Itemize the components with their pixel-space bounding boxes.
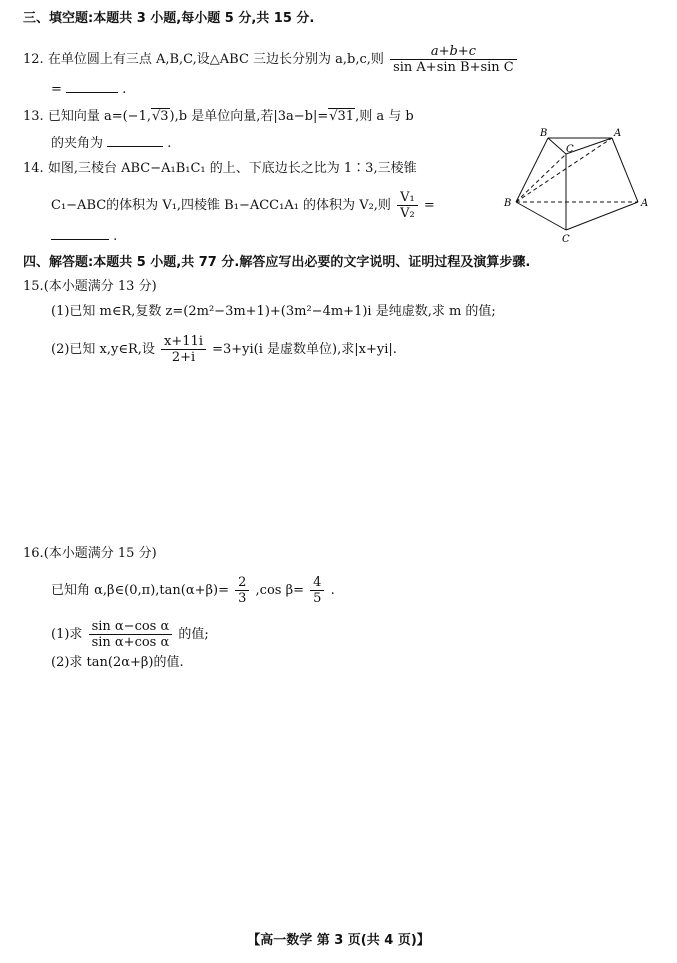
question-12-number: 12. [23,52,44,67]
question-13-text-e: ,则 a 与 b [355,109,414,124]
section-4-title: 四、解答题:本题共 5 小题,共 77 分.解答应写出必要的文字说明、证明过程及演算步骤. [23,255,531,270]
question-16-given-text-b: ,cos β= [255,583,304,598]
question-12-answer-line [51,80,126,99]
frustum-figure [500,126,652,244]
question-12-text: 在单位圆上有三点 A,B,C,设△ABC 三边长分别为 a,b,c,则 [47,52,384,67]
question-16-given-period: . [330,583,335,598]
question-13 [23,108,414,126]
label-a: A [641,198,649,209]
question-14-equals: = [423,198,435,213]
question-14-text-1: 如图,三棱台 ABC−A₁B₁C₁ 的上、下底边长之比为 1∶3,三棱锥 [47,161,417,176]
question-14-fraction [397,190,418,221]
question-13-period: . [167,136,172,151]
question-16-score: (本小题满分 15 分) [43,546,157,561]
question-16-given [51,575,335,606]
question-12-period: . [122,82,127,97]
question-15-score: (本小题满分 13 分) [43,279,157,294]
question-14-period: . [113,229,118,244]
section-3-title: 三、填空题:本题共 3 小题,每小题 5 分,共 15 分. [23,11,315,26]
question-14-blank[interactable] [51,227,109,240]
question-15-part2 [51,334,397,365]
question-12-fraction-denominator: sin A+sin B+sin C [393,60,514,75]
question-15-fraction [161,334,206,365]
sqrt-3: √3 [151,109,169,124]
label-a1: A [614,128,622,139]
label-c: C [562,234,570,244]
question-14-line3 [51,227,117,246]
question-14-text-2: C₁−ABC的体积为 V₁,四棱锥 B₁−ACC₁A₁ 的体积为 V₂,则 [51,198,391,213]
question-15-fraction-denominator: 2+i [171,350,196,365]
sqrt-31: √31 [329,109,355,124]
question-15-part1: (1)已知 m∈R,复数 z=(2m²−3m+1)+(3m²−4m+1)i 是纯虚数,求 m 的值; [51,304,496,319]
question-16-header [23,545,157,563]
question-13-blank[interactable] [107,134,163,147]
question-16-fraction-1 [235,575,249,606]
question-12 [23,44,519,75]
question-16-part1 [51,619,209,650]
question-16-part2: (2)求 tan(2α+β)的值. [51,655,184,670]
question-16-fraction-2-numerator: 4 [310,575,324,591]
question-16-part1-text-a: (1)求 [51,627,83,642]
question-16-part1-fraction-denominator: sin α+cos α [91,635,170,650]
question-13-line2 [51,134,171,153]
question-13-text-a: 已知向量 [47,109,104,124]
question-16-part1-fraction-numerator: sin α−cos α [89,619,173,635]
question-13-text-b: a=(−1, [103,109,151,124]
question-15-header [23,278,157,296]
question-13-number: 13. [23,109,44,124]
question-15-fraction-numerator: x+11i [161,334,206,350]
question-14-number: 14. [23,161,44,176]
question-14-fraction-denominator: V₂ [400,206,415,221]
question-16-number: 16. [23,546,44,561]
question-13-angle-text: 的夹角为 [51,136,104,151]
question-16-part1-fraction [89,619,173,650]
question-16-given-text-a: 已知角 α,β∈(0,π),tan(α+β)= [51,583,229,598]
question-14-fraction-numerator: V₁ [397,190,418,206]
question-16-fraction-2 [310,575,324,606]
question-16-fraction-1-numerator: 2 [235,575,249,591]
question-13-text-d: b 是单位向量,若|3a−b|= [178,109,329,124]
question-15-number: 15. [23,279,44,294]
question-12-blank[interactable] [66,80,118,93]
question-14-line1 [23,160,417,178]
question-12-fraction [390,44,517,75]
question-16-part1-text-b: 的值; [178,627,209,642]
label-c1: C [566,144,574,155]
question-14-line2 [51,190,435,221]
question-15-part2-text-a: (2)已知 x,y∈R,设 [51,342,155,357]
label-b1: B [540,128,548,139]
page-footer: 【高一数学 第 3 页(共 4 页)】 [247,933,430,948]
label-b: B [504,198,512,209]
question-12-fraction-numerator: a+b+c [390,44,517,60]
question-13-text-c: ), [169,109,179,124]
question-15-part2-text-b: =3+yi(i 是虚数单位),求|x+yi|. [212,342,397,357]
question-16-fraction-1-denominator: 3 [238,591,247,606]
question-12-equals: = [51,82,62,97]
question-16-fraction-2-denominator: 5 [313,591,322,606]
